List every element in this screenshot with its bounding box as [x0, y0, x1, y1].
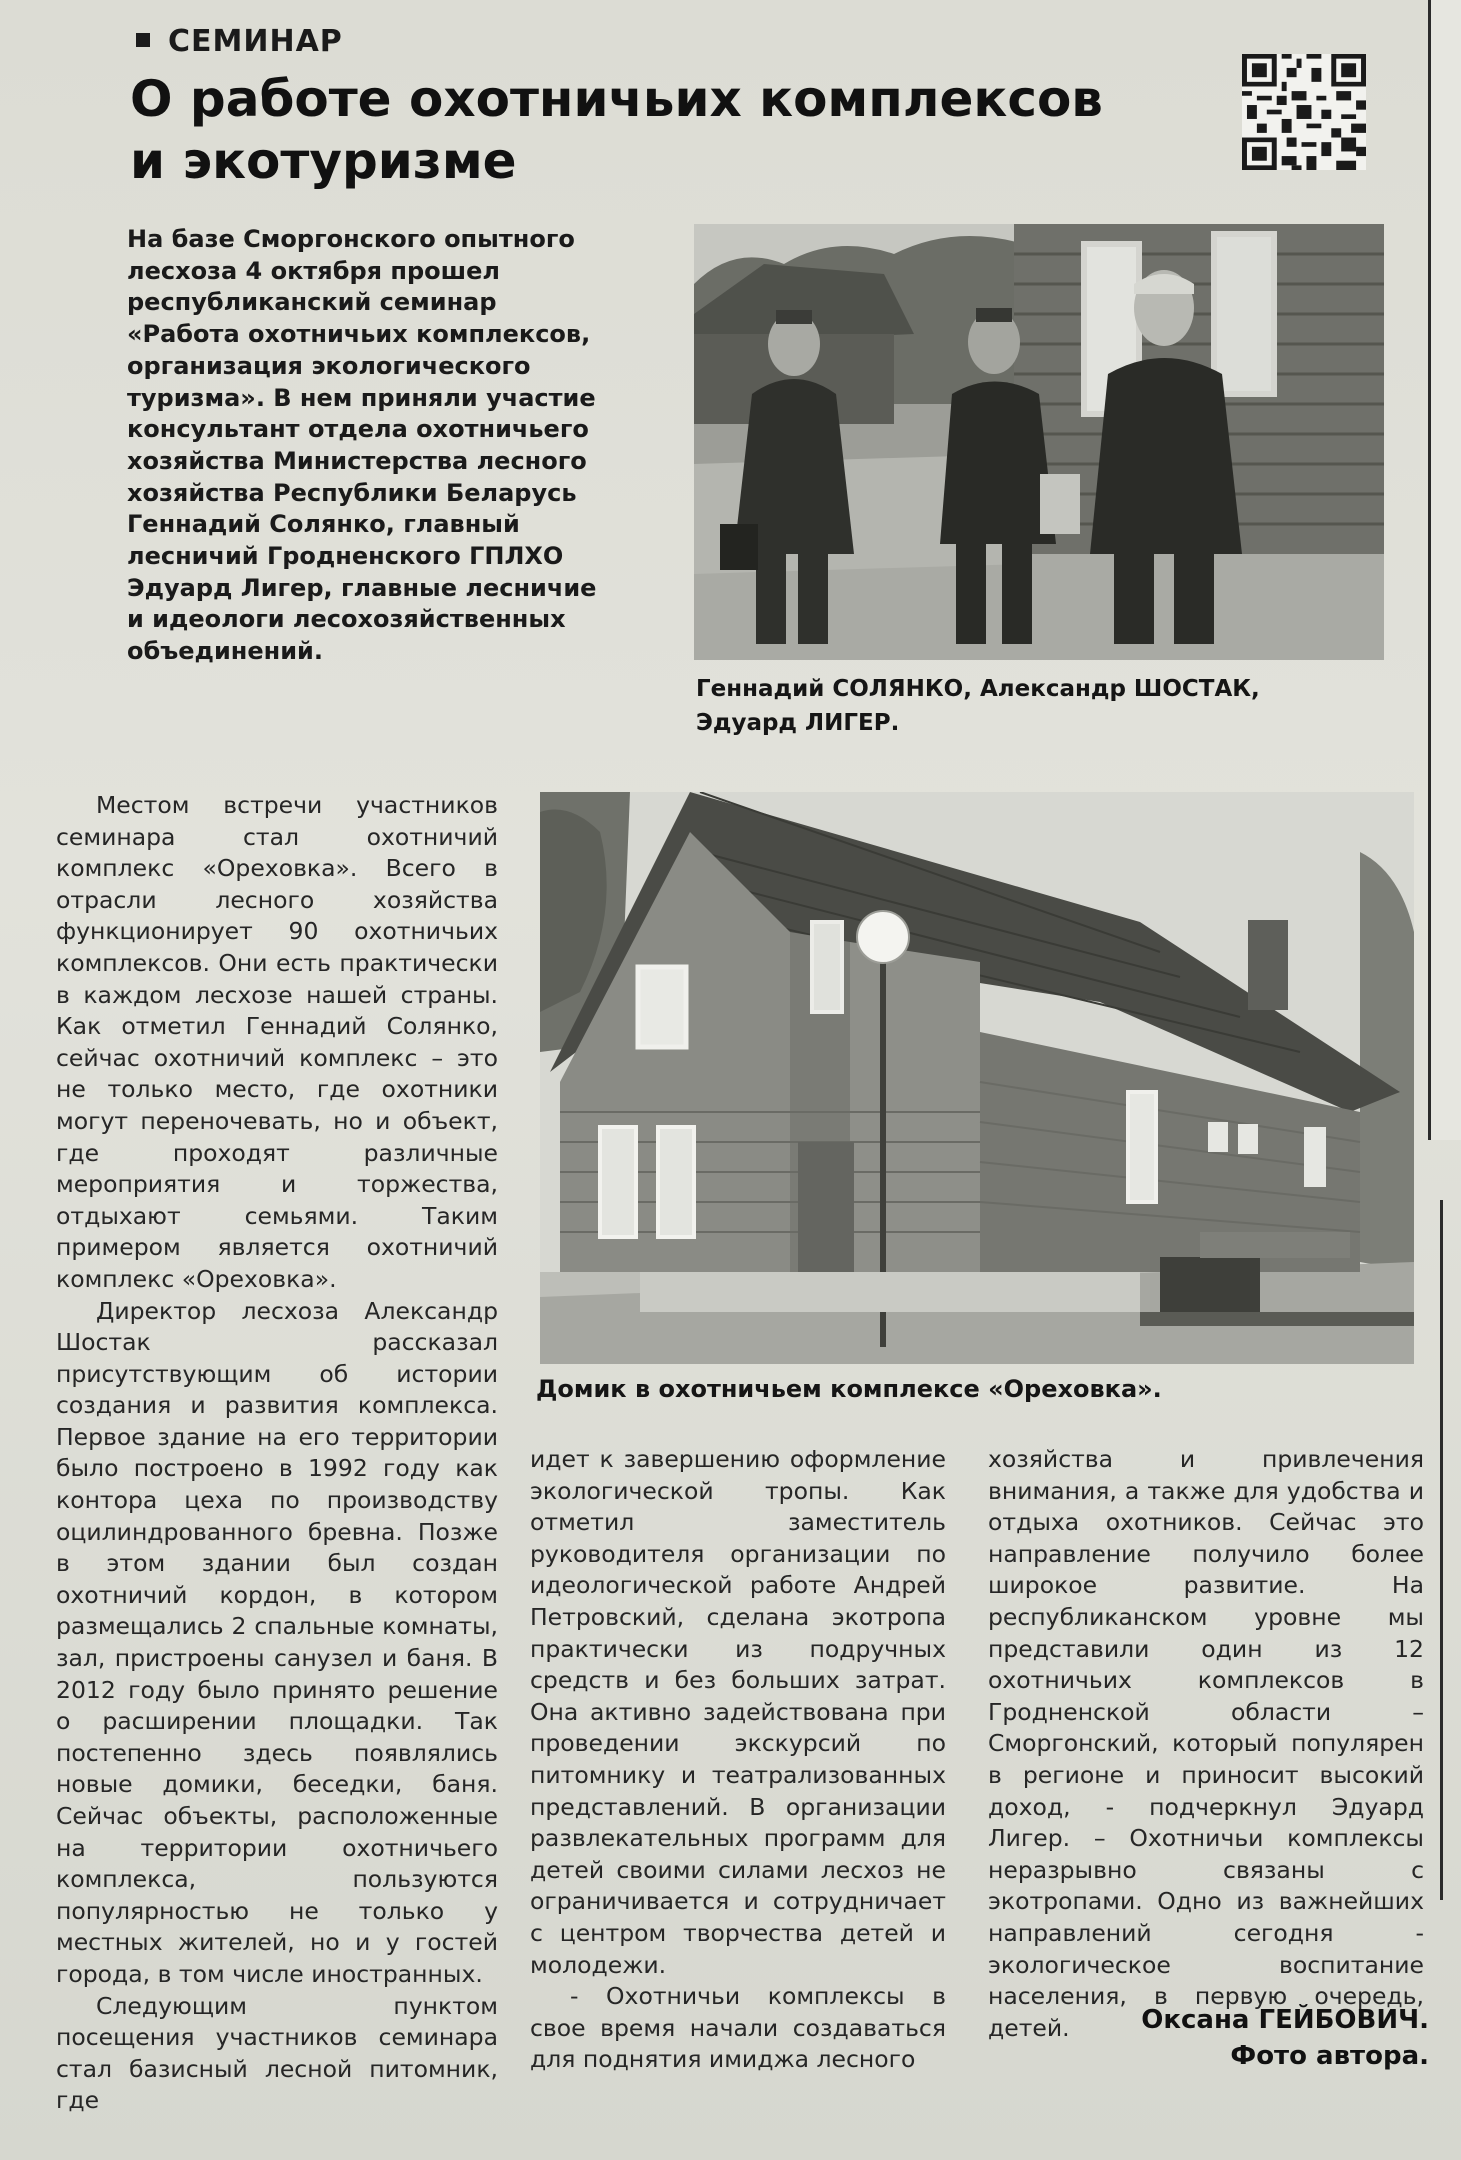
- author-byline: [1141, 2002, 1429, 2074]
- qr-code-icon: [1242, 54, 1366, 170]
- photo-hunting-lodge: [540, 792, 1414, 1364]
- article-column-2: [530, 1444, 946, 2076]
- rubric-label: СЕМИНАР: [168, 24, 343, 59]
- rubric-square-icon: [136, 33, 150, 47]
- photo-credit: Фото автора.: [1230, 2041, 1429, 2071]
- col2-paragraph: идет к завершению оформление экологической тропы. Как отметил заместитель руководителя организации по идеологической работе Андрей Петровский, сделана экотропа практически из подручных средств и без больших затрат. Она активно задействована при проведении экскурсий по питомнику и театрализованных представлений. В организации развлекательных программ для детей своими силами лесхоз не ограничивается и сотрудничает с центром творчества детей и молодежи.: [530, 1445, 946, 1979]
- headline-line-2: и экотуризме: [130, 132, 517, 190]
- article-column-3: [988, 1444, 1424, 2044]
- article-column-1: [56, 790, 498, 2117]
- adjacent-article-edge: [1428, 0, 1461, 1140]
- col1-paragraph: Местом встречи участников семинара стал охотничий комплекс «Ореховка». Всего в отрасли лесного хозяйства функционирует 90 охотничьих комплексов. Они есть практически в каждом лесхозе нашей страны. Как отметил Геннадий Солянко, сейчас охотничий комплекс – это не только место, где охотники могут переночевать, но и объект, где проходят различные мероприятия и торжества, отдыхают семьями. Таким примером является охотничий комплекс «Ореховка».: [56, 791, 498, 1293]
- photo2-caption: Домик в охотничьем комплексе «Ореховка».: [536, 1375, 1162, 1403]
- col1-paragraph: Директор лесхоза Александр Шостак рассказал присутствующим об истории создания и развития комплекса. Первое здание на его территории было построено в 1992 году как контора цеха по производству оцилиндрованного бревна. Позже в этом здании был создан охотничий кордон, в котором размещались 2 спальные комнаты, зал, пристроены санузел и баня. В 2012 году было принято решение о расширении площадки. Так постепенно здесь появлялись новые домики, беседки, баня. Сейчас объекты, расположенные на территории охотничьего комплекса, пользуются популярностью не только у местных жителей, но и у гостей города, в том числе иностранных.: [56, 1296, 498, 1988]
- adjacent-article-border: [1440, 1200, 1461, 1900]
- headline-line-1: О работе охотничьих комплексов: [130, 70, 1103, 128]
- photo1-caption: Геннадий СОЛЯНКО, Александр ШОСТАК, Эдуард ЛИГЕР.: [696, 676, 1260, 736]
- photo-three-men: [694, 224, 1384, 660]
- col3-paragraph: хозяйства и привлечения внимания, а также для удобства и отдыха охотников. Сейчас это направление получило более широкое развитие. На республиканском уровне мы представили один из 12 охотничьих комплексов в Гродненской области – Сморгонский, который популярен в регионе и приносит высокий доход, - подчеркнул Эдуард Лигер. – Охотничьи комплексы неразрывно связаны с экотропами. Одно из важнейших направлений сегодня - экологическое воспитание населения, в первую очередь, детей.: [988, 1445, 1424, 2042]
- article-headline: [130, 68, 1190, 192]
- author-name: Оксана ГЕЙБОВИЧ.: [1141, 2005, 1429, 2035]
- section-rubric: [136, 24, 343, 59]
- col1-paragraph: Следующим пунктом посещения участников семинара стал базисный лесной питомник, где: [56, 1991, 498, 2115]
- article-lead: На базе Сморгонского опытного лесхоза 4 октября прошел республиканский семинар «Работа охотничьих комплексов, организация экологического туризма». В нем приняли участие консультант отдела охотничьего хозяйства Министерства лесного хозяйства Республики Беларусь Геннадий Солянко, главный лесничий Гродненского ГПЛХО Эдуард Лигер, главные лесничие и идеологи лесохозяйственных объединений.: [127, 225, 597, 666]
- col2-paragraph: - Охотничьи комплексы в свое время начали создаваться для поднятия имиджа лесного: [530, 1982, 946, 2074]
